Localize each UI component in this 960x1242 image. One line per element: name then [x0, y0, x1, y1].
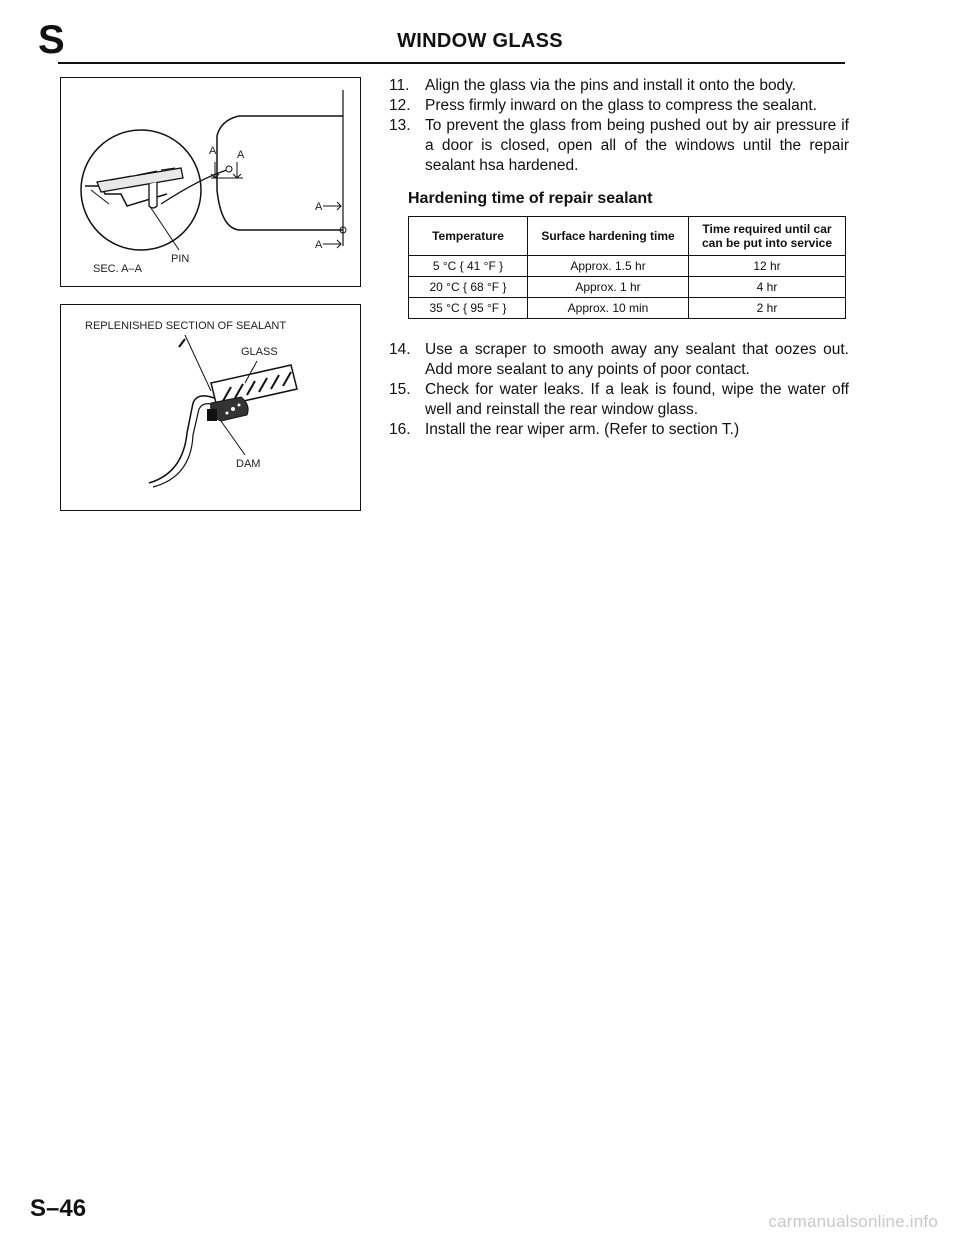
step-15: [389, 380, 849, 420]
column-header-service-time: Time required until car can be put into service: [689, 217, 846, 256]
step-text: Check for water leaks. If a leak is found, wipe the water off well and reinstall the rear window glass.: [425, 381, 849, 418]
table-cell: 5 °C { 41 °F }: [409, 256, 528, 277]
pin-label: PIN: [171, 253, 190, 265]
hardening-time-table: [408, 216, 846, 319]
step-text: Align the glass via the pins and install it onto the body.: [425, 77, 797, 94]
header-rule: [58, 62, 845, 64]
figure-replenished-sealant-drawing: [61, 305, 360, 510]
label-a-right: A: [237, 149, 245, 161]
step-16: [389, 420, 849, 440]
step-13: [389, 116, 849, 176]
page-title: WINDOW GLASS: [397, 30, 563, 52]
step-text: To prevent the glass from being pushed out by air pressure if a door is closed, open all of the windows until the repair sealant hsa hardened.: [425, 117, 849, 174]
section-label: SEC. A–A: [93, 263, 142, 275]
table-row: [409, 277, 846, 298]
table-cell: 4 hr: [689, 277, 846, 298]
label-a-arrow-bottom: A: [315, 239, 323, 251]
column-header-surface-hardening: Surface hardening time: [528, 217, 689, 256]
step-12: [389, 96, 849, 116]
step-text: Install the rear wiper arm. (Refer to section T.): [425, 421, 740, 438]
watermark: carmanualsonline.info: [768, 1212, 938, 1231]
page-number: S–46: [30, 1195, 87, 1222]
steps-list-a: [389, 76, 849, 176]
step-text: Use a scraper to smooth away any sealant that oozes out. Add more sealant to any points of poor contact.: [425, 341, 849, 378]
step-11: [389, 76, 849, 96]
step-text: Press firmly inward on the glass to compress the sealant.: [425, 97, 817, 114]
step-number: 16.: [389, 421, 411, 438]
table-row: [409, 256, 846, 277]
table-cell: Approx. 10 min: [528, 298, 689, 319]
table-title: Hardening time of repair sealant: [408, 190, 653, 207]
table-cell: 2 hr: [689, 298, 846, 319]
table-header-row: [409, 217, 846, 256]
section-letter: S: [38, 18, 65, 62]
step-number: 12.: [389, 97, 411, 114]
column-header-temperature: Temperature: [409, 217, 528, 256]
steps-list-b: [389, 340, 849, 440]
step-14: [389, 340, 849, 380]
glass-label: GLASS: [241, 346, 278, 358]
label-a-arrow-top: A: [315, 201, 323, 213]
figure-section-a-a-drawing: [61, 78, 360, 286]
table-cell: 35 °C { 95 °F }: [409, 298, 528, 319]
table-cell: Approx. 1.5 hr: [528, 256, 689, 277]
figure-replenished-sealant: [60, 304, 361, 511]
step-number: 13.: [389, 117, 411, 134]
replenished-section-label: REPLENISHED SECTION OF SEALANT: [85, 320, 287, 332]
step-number: 15.: [389, 381, 411, 398]
table-row: [409, 298, 846, 319]
dam-label: DAM: [236, 458, 261, 470]
step-number: 14.: [389, 341, 411, 358]
table-cell: 20 °C { 68 °F }: [409, 277, 528, 298]
figure-section-a-a: [60, 77, 361, 287]
label-a-left: A: [209, 145, 217, 157]
table-cell: 12 hr: [689, 256, 846, 277]
table-cell: Approx. 1 hr: [528, 277, 689, 298]
step-number: 11.: [389, 77, 410, 94]
